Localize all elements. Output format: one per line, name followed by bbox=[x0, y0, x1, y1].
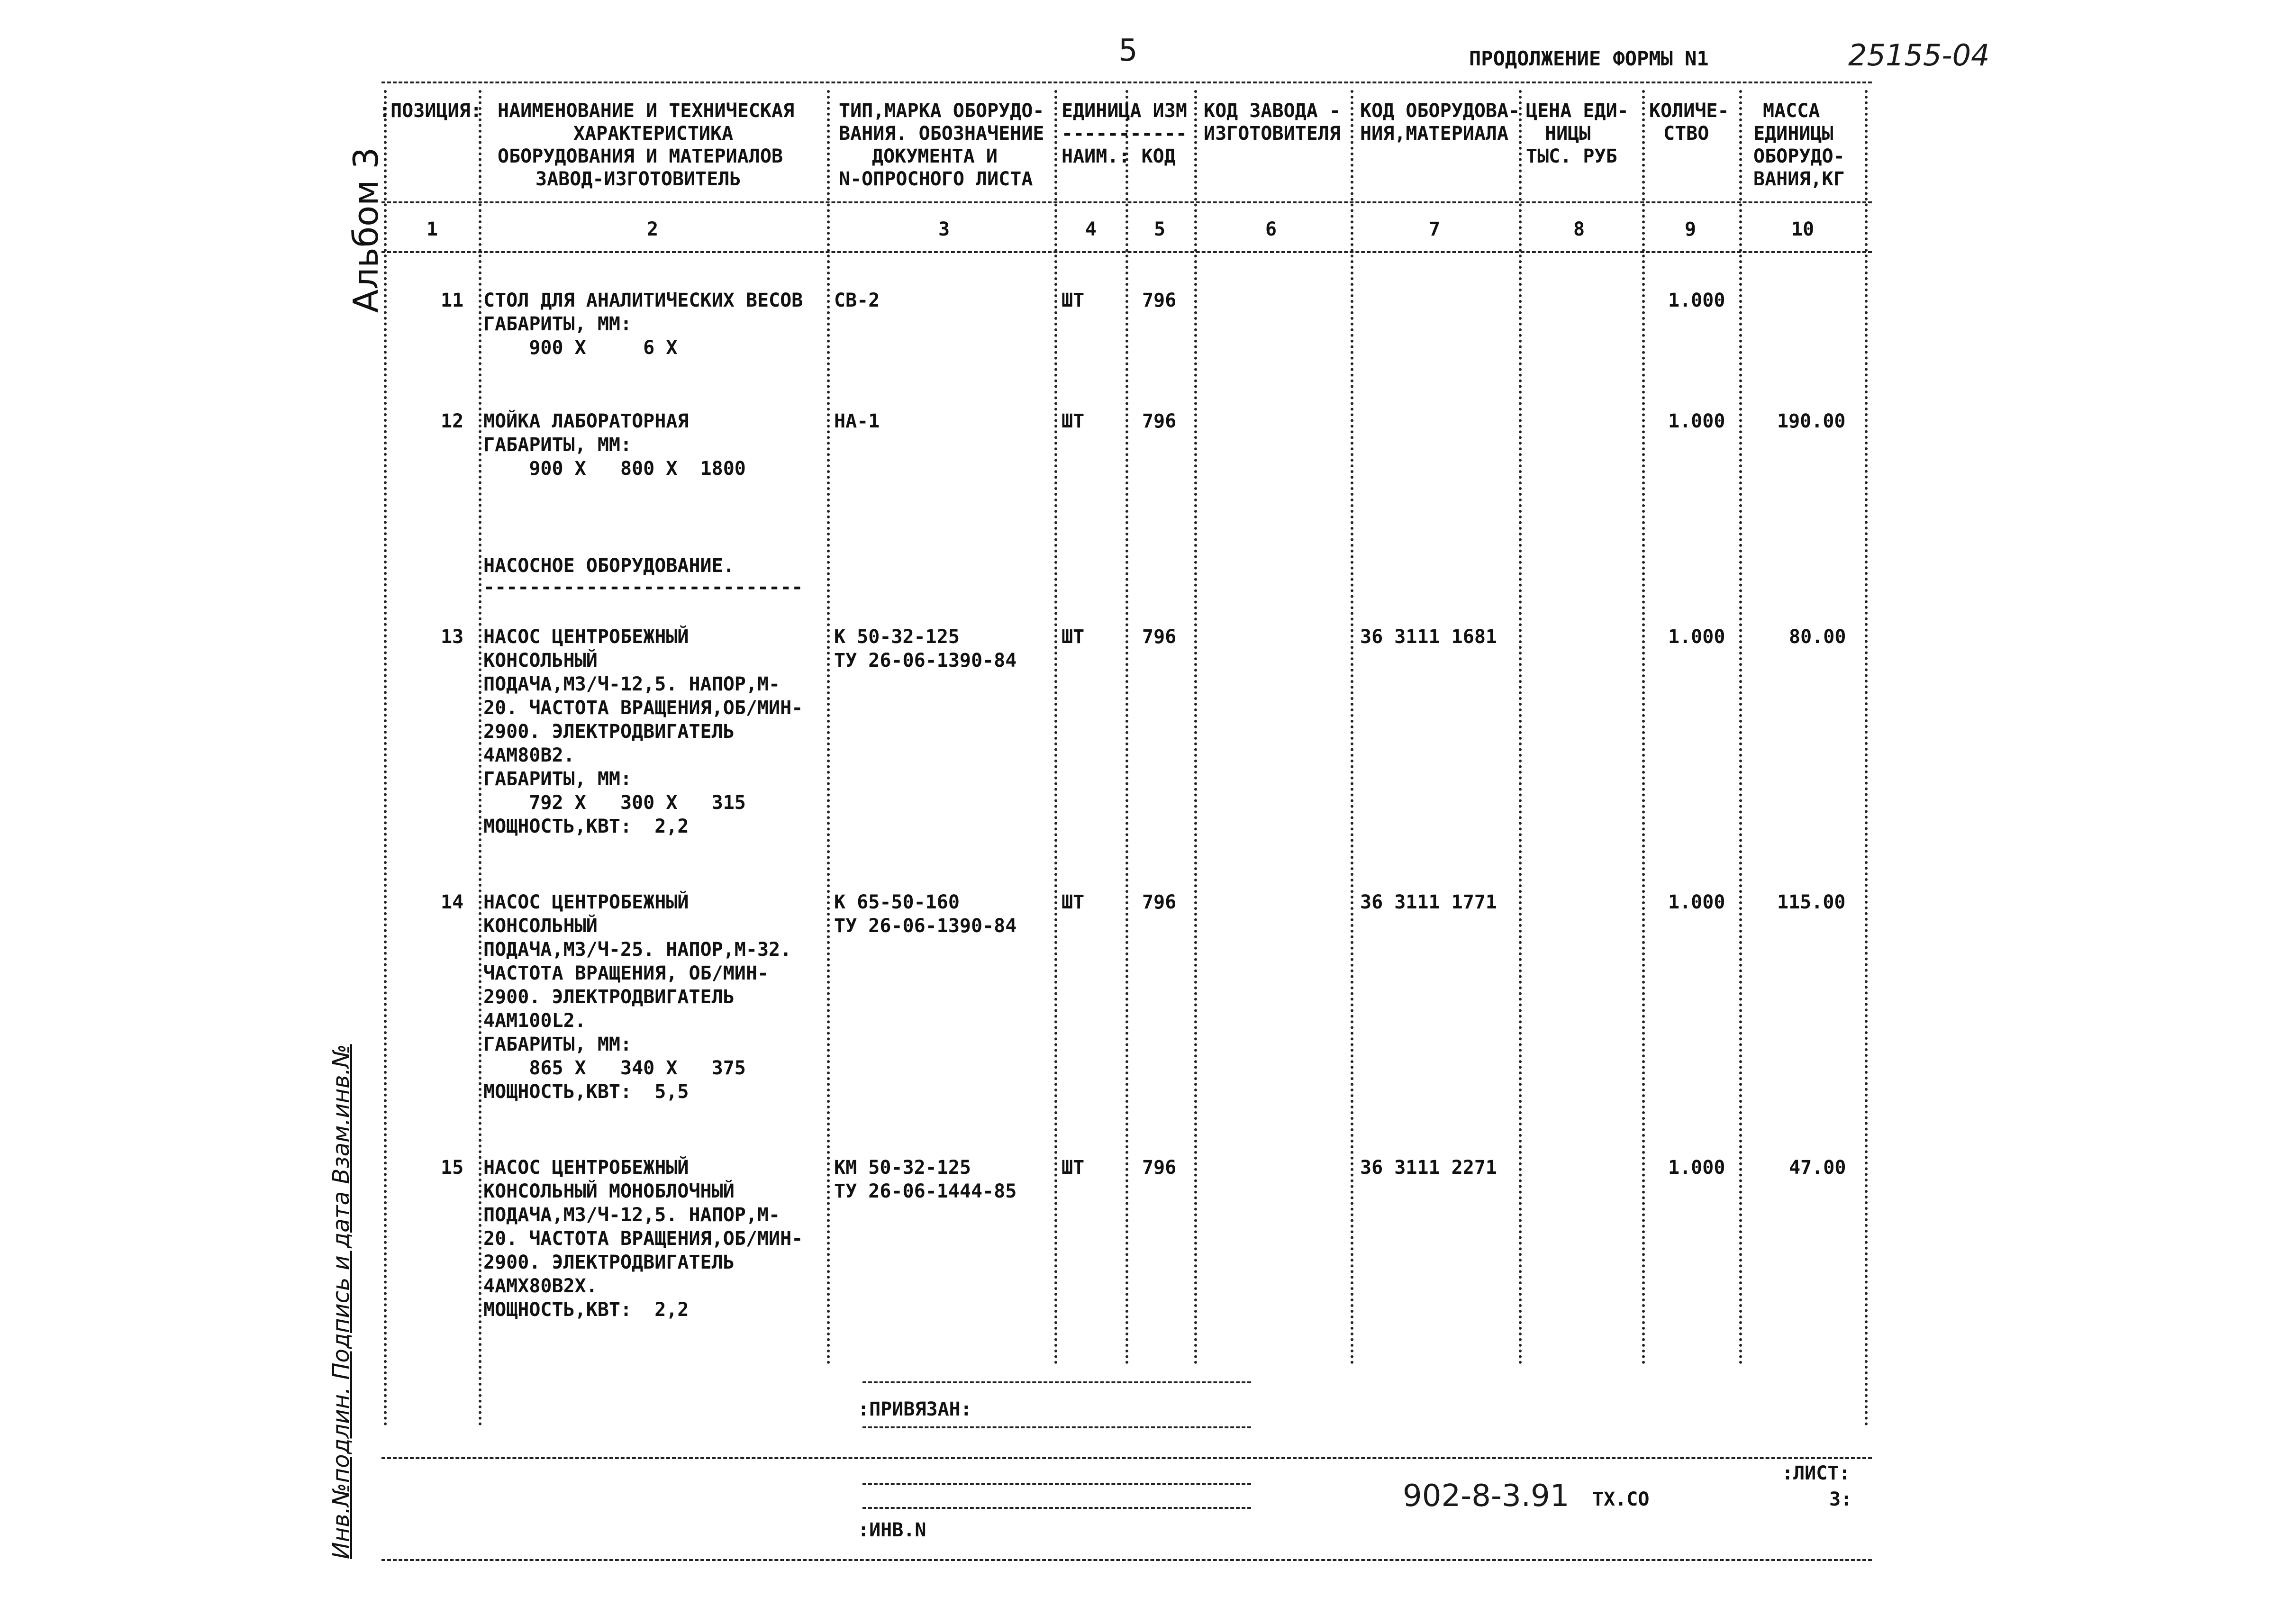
header-qty-1: КОЛИЧЕ- bbox=[1649, 100, 1729, 122]
row-15-name-2: КОНСОЛЬНЫЙ МОНОБЛОЧНЫЙ bbox=[483, 1180, 735, 1202]
row-13-equip-code: 36 3111 1681 bbox=[1360, 626, 1497, 648]
col-sep-9 bbox=[1739, 90, 1742, 1365]
row-14-name-5: 2900. ЭЛЕКТРОДВИГАТЕЛЬ bbox=[483, 986, 735, 1008]
header-price-2: НИЦЫ bbox=[1545, 123, 1591, 145]
row-13-name-1: НАСОС ЦЕНТРОБЕЖНЫЙ bbox=[483, 626, 689, 648]
header-unit-1: ЕДИНИЦА ИЗМ bbox=[1062, 100, 1187, 122]
row-12-name-3: 900 X 800 X 1800 bbox=[483, 458, 746, 480]
stamp-labels: Инв.№подлин. Подпись и дата Взам.инв.№ bbox=[328, 1044, 354, 1559]
row-14-name-3: ПОДАЧА,М3/Ч-25. НАПОР,М-32. bbox=[483, 939, 792, 961]
col-number-3: 3 bbox=[938, 218, 950, 240]
row-15-mass: 47.00 bbox=[1789, 1157, 1846, 1179]
col-number-6: 6 bbox=[1265, 218, 1277, 240]
col-sep-4 bbox=[1125, 90, 1128, 1365]
row-15-name-6: 4АМХ80В2Х. bbox=[483, 1275, 598, 1297]
col-sep-5 bbox=[1194, 90, 1197, 1365]
row-15-unit: ШТ bbox=[1062, 1157, 1085, 1179]
rule-footer-3 bbox=[862, 1483, 1251, 1485]
row-15-name-3: ПОДАЧА,М3/Ч-12,5. НАПОР,М- bbox=[483, 1204, 780, 1226]
row-11-name-3: 900 X 6 X bbox=[483, 337, 678, 359]
footer-doc-suffix: ТХ.СО bbox=[1592, 1488, 1650, 1510]
col-number-7: 7 bbox=[1429, 218, 1441, 240]
row-12-position: 12 bbox=[441, 410, 464, 432]
row-14-name-4: ЧАСТОТА ВРАЩЕНИЯ, ОБ/МИН- bbox=[483, 962, 769, 984]
row-11-unit: ШТ bbox=[1062, 290, 1085, 311]
row-14-name-7: ГАБАРИТЫ, ММ: bbox=[483, 1034, 632, 1055]
col-sep-7 bbox=[1519, 90, 1522, 1365]
row-14-position: 14 bbox=[441, 891, 464, 913]
row-14-name-8: 865 X 340 X 375 bbox=[483, 1057, 746, 1079]
row-15-position: 15 bbox=[441, 1157, 464, 1179]
row-13-name-7: ГАБАРИТЫ, ММ: bbox=[483, 768, 632, 790]
rule-footer-4 bbox=[862, 1507, 1251, 1509]
row-13-name-5: 2900. ЭЛЕКТРОДВИГАТЕЛЬ bbox=[483, 721, 735, 743]
col-sep-right bbox=[1865, 90, 1868, 1426]
row-15-name-5: 2900. ЭЛЕКТРОДВИГАТЕЛЬ bbox=[483, 1252, 735, 1273]
col-number-8: 8 bbox=[1573, 218, 1585, 240]
header-mass-1: МАССА bbox=[1763, 100, 1820, 122]
row-14-type-1: К 65-50-160 bbox=[834, 891, 960, 913]
row-11-qty: 1.000 bbox=[1668, 290, 1725, 311]
row-13-name-2: КОНСОЛЬНЫЙ bbox=[483, 650, 598, 671]
footer-sheet-number: 3: bbox=[1829, 1488, 1852, 1510]
col-sep-2 bbox=[827, 90, 830, 1365]
col-number-9: 9 bbox=[1685, 218, 1697, 240]
header-price-1: ЦЕНА ЕДИ- bbox=[1526, 100, 1629, 122]
row-15-type-2: ТУ 26-06-1444-85 bbox=[834, 1180, 1017, 1202]
header-plant-2: ИЗГОТОВИТЕЛЯ bbox=[1204, 123, 1341, 145]
row-15-name-7: МОЩНОСТЬ,КВТ: 2,2 bbox=[483, 1299, 689, 1321]
col-sep-1 bbox=[479, 90, 481, 1426]
row-15-code: 796 bbox=[1142, 1157, 1177, 1179]
header-type-4: N-ОПРОСНОГО ЛИСТА bbox=[839, 168, 1033, 190]
footer-doc-number: 902-8-3.91 bbox=[1403, 1479, 1570, 1514]
document-code: 25155-04 bbox=[1848, 38, 1990, 73]
row-14-code: 796 bbox=[1142, 891, 1177, 913]
row-14-qty: 1.000 bbox=[1668, 891, 1725, 913]
row-12-mass: 190.00 bbox=[1777, 410, 1846, 432]
header-unit-2: ----------- bbox=[1062, 123, 1187, 145]
row-12-name-1: МОЙКА ЛАБОРАТОРНАЯ bbox=[483, 410, 689, 432]
row-11-code: 796 bbox=[1142, 290, 1177, 311]
row-13-qty: 1.000 bbox=[1668, 626, 1725, 648]
album-label: Альбом 3 bbox=[346, 147, 386, 313]
header-type-2: ВАНИЯ. ОБОЗНАЧЕНИЕ bbox=[839, 123, 1044, 145]
header-name-3: ОБОРУДОВАНИЯ И МАТЕРИАЛОВ bbox=[498, 145, 783, 167]
col-number-1: 1 bbox=[427, 218, 438, 240]
header-name-4: ЗАВОД-ИЗГОТОВИТЕЛЬ bbox=[535, 168, 741, 190]
row-13-type-1: К 50-32-125 bbox=[834, 626, 960, 648]
col-number-2: 2 bbox=[647, 218, 659, 240]
row-13-mass: 80.00 bbox=[1789, 626, 1846, 648]
row-14-name-9: МОЩНОСТЬ,КВТ: 5,5 bbox=[483, 1081, 689, 1103]
row-15-name-1: НАСОС ЦЕНТРОБЕЖНЫЙ bbox=[483, 1157, 689, 1179]
col-number-10: 10 bbox=[1791, 218, 1815, 240]
header-equip-2: НИЯ,МАТЕРИАЛА bbox=[1360, 123, 1509, 145]
col-sep-8 bbox=[1642, 90, 1645, 1365]
col-sep-6 bbox=[1351, 90, 1353, 1365]
row-11-name-1: СТОЛ ДЛЯ АНАЛИТИЧЕСКИХ ВЕСОВ bbox=[483, 290, 803, 311]
col-sep-left bbox=[384, 90, 387, 1426]
header-mass-2: ЕДИНИЦЫ bbox=[1753, 123, 1833, 145]
row-11-position: 11 bbox=[441, 290, 464, 311]
header-mass-3: ОБОРУДО- bbox=[1753, 145, 1845, 167]
row-14-name-2: КОНСОЛЬНЫЙ bbox=[483, 915, 598, 937]
page-number: 5 bbox=[1118, 33, 1138, 68]
header-unit-3: НАИМ.: КОД bbox=[1062, 145, 1176, 167]
header-qty-2: СТВО bbox=[1663, 123, 1709, 145]
row-15-qty: 1.000 bbox=[1668, 1157, 1725, 1179]
row-14-mass: 115.00 bbox=[1777, 891, 1846, 913]
header-price-3: ТЫС. РУБ bbox=[1526, 145, 1617, 167]
header-name-2: ХАРАКТЕРИСТИКА bbox=[573, 123, 734, 145]
row-13-name-8: 792 X 300 X 315 bbox=[483, 792, 746, 814]
col-sep-3 bbox=[1054, 90, 1057, 1365]
rule-footer-1 bbox=[862, 1426, 1251, 1428]
row-13-name-3: ПОДАЧА,М3/Ч-12,5. НАПОР,М- bbox=[483, 673, 780, 695]
row-11-type: СВ-2 bbox=[834, 290, 880, 311]
row-13-name-4: 20. ЧАСТОТА ВРАЩЕНИЯ,ОБ/МИН- bbox=[483, 697, 803, 719]
header-mass-4: ВАНИЯ,КГ bbox=[1753, 168, 1845, 190]
section-title: НАСОСНОЕ ОБОРУДОВАНИЕ. bbox=[483, 555, 735, 577]
header-position: :ПОЗИЦИЯ: bbox=[379, 100, 482, 122]
row-15-type-1: КМ 50-32-125 bbox=[834, 1157, 971, 1179]
header-type-3: ДОКУМЕНТА И bbox=[872, 145, 998, 167]
row-13-code: 796 bbox=[1142, 626, 1177, 648]
row-14-name-1: НАСОС ЦЕНТРОБЕЖНЫЙ bbox=[483, 891, 689, 913]
col-number-5: 5 bbox=[1154, 218, 1166, 240]
row-12-name-2: ГАБАРИТЫ, ММ: bbox=[483, 434, 632, 456]
header-equip-1: КОД ОБОРУДОВА- bbox=[1360, 100, 1520, 122]
header-type-1: ТИП,МАРКА ОБОРУДО- bbox=[839, 100, 1044, 122]
row-13-position: 13 bbox=[441, 626, 464, 648]
row-14-equip-code: 36 3111 1771 bbox=[1360, 891, 1497, 913]
row-11-name-2: ГАБАРИТЫ, ММ: bbox=[483, 313, 632, 335]
row-14-name-6: 4АМ100L2. bbox=[483, 1010, 586, 1032]
footer-sheet-label: :ЛИСТ: bbox=[1782, 1462, 1851, 1484]
row-13-type-2: ТУ 26-06-1390-84 bbox=[834, 650, 1017, 671]
rule-bottom bbox=[381, 1559, 1872, 1561]
rule-footer-2 bbox=[381, 1457, 1872, 1459]
row-13-name-6: 4АМ80В2. bbox=[483, 744, 575, 766]
row-13-name-9: МОЩНОСТЬ,КВТ: 2,2 bbox=[483, 816, 689, 837]
row-15-equip-code: 36 3111 2271 bbox=[1360, 1157, 1497, 1179]
row-12-qty: 1.000 bbox=[1668, 410, 1725, 432]
row-15-name-4: 20. ЧАСТОТА ВРАЩЕНИЯ,ОБ/МИН- bbox=[483, 1228, 803, 1250]
footer-inv-label: :ИНВ.N bbox=[858, 1519, 926, 1541]
rule-footer-top bbox=[862, 1381, 1251, 1383]
section-underline: ---------------------------- bbox=[483, 576, 803, 598]
rule-top bbox=[381, 82, 1872, 83]
row-12-type: НА-1 bbox=[834, 410, 880, 432]
row-12-unit: ШТ bbox=[1062, 410, 1085, 432]
continuation-label: ПРОДОЛЖЕНИЕ ФОРМЫ N1 bbox=[1469, 47, 1709, 70]
row-12-code: 796 bbox=[1142, 410, 1177, 432]
row-14-unit: ШТ bbox=[1062, 891, 1085, 913]
row-14-type-2: ТУ 26-06-1390-84 bbox=[834, 915, 1017, 937]
header-name-1: НАИМЕНОВАНИЕ И ТЕХНИЧЕСКАЯ bbox=[498, 100, 795, 122]
row-13-unit: ШТ bbox=[1062, 626, 1085, 648]
col-number-4: 4 bbox=[1085, 218, 1097, 240]
header-plant-1: КОД ЗАВОДА - bbox=[1204, 100, 1341, 122]
footer-bound-label: :ПРИВЯЗАН: bbox=[858, 1398, 972, 1420]
